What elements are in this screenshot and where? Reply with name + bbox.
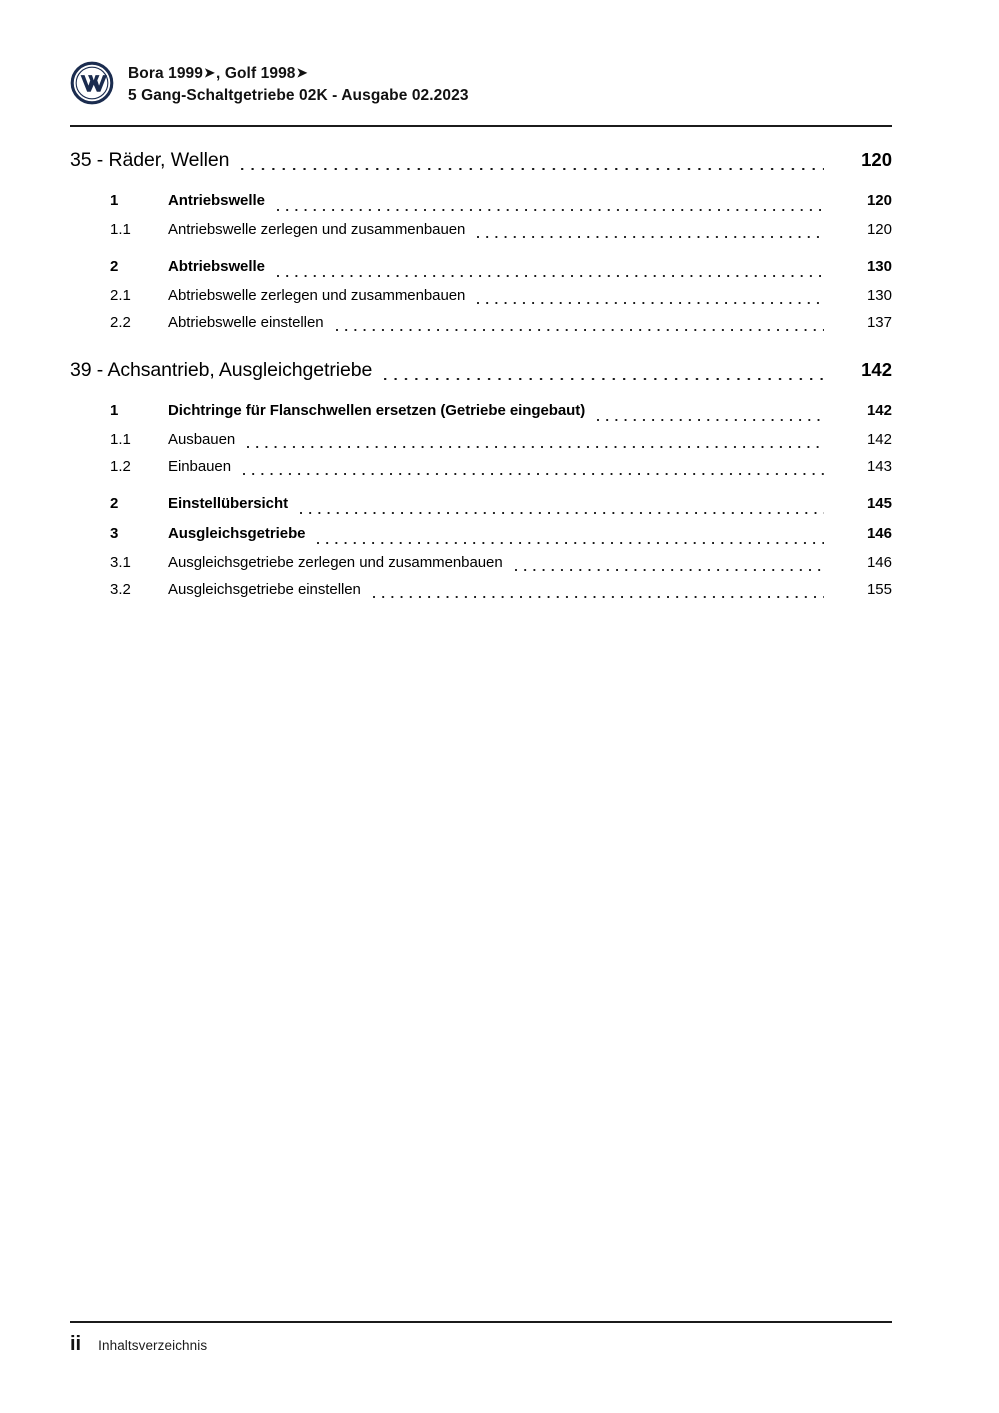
toc-entry-page: 146 (866, 554, 892, 571)
dot-leader (477, 293, 824, 309)
header-line-gearbox: 5 Gang-Schaltgetriebe 02K - Ausgabe 02.2023 (128, 87, 469, 104)
toc-entry[interactable] (70, 549, 892, 576)
toc-entry-page: 137 (866, 314, 892, 331)
toc-entry-number: 3.2 (110, 581, 131, 598)
toc-entry[interactable] (70, 396, 892, 426)
toc-entry-page: 120 (866, 192, 892, 209)
header-row (70, 60, 892, 107)
toc-entry-page: 155 (866, 581, 892, 598)
toc-entry-label: Einstellübersicht (168, 495, 289, 512)
toc-entry-label: Antriebswelle zerlegen und zusammenbauen (168, 221, 466, 238)
toc-entry-page: 146 (866, 525, 892, 542)
header-model-golf: , Golf 1998 (216, 65, 296, 82)
toc-heading-gap (70, 387, 892, 396)
toc-entry[interactable] (70, 519, 892, 549)
footer-section-label: Inhaltsverzeichnis (98, 1338, 208, 1353)
footer-divider (70, 1321, 892, 1323)
toc-entry-number: 3.1 (110, 554, 131, 571)
toc-entry[interactable] (70, 309, 892, 336)
dot-leader (384, 368, 824, 388)
arrow-right-icon-2: ➤ (296, 65, 308, 80)
toc-entry[interactable] (70, 489, 892, 519)
header-line-models (128, 63, 469, 85)
toc-entry-label: Ausgleichsgetriebe zerlegen und zusammenbauen (168, 554, 503, 571)
arrow-right-icon-1: ➤ (204, 65, 216, 80)
toc-entry-number: 2.1 (110, 287, 131, 304)
toc-entry-label: Ausgleichsgetriebe einstellen (168, 581, 361, 598)
toc-entry-label: Abtriebswelle (168, 258, 265, 275)
toc-section-title: 35 - Räder, Wellen (70, 149, 230, 171)
toc-entry-number: 3 (110, 525, 119, 542)
toc-entry-page: 143 (866, 458, 892, 475)
dot-leader (241, 158, 824, 178)
toc-entry-number: 1 (110, 192, 119, 209)
toc-heading-gap (70, 177, 892, 186)
vw-logo-icon (70, 61, 114, 105)
dot-leader (477, 227, 824, 243)
toc-section-heading[interactable] (70, 353, 892, 387)
toc-group-gap (70, 243, 892, 252)
page-header (70, 60, 892, 122)
toc-entry-label: Dichtringe für Flanschwellen ersetzen (Getriebe eingebaut) (168, 402, 586, 419)
toc-section-page: 120 (861, 149, 892, 170)
toc-section-title: 39 - Achsantrieb, Ausgleichgetriebe (70, 359, 373, 381)
toc-entry-number: 1.1 (110, 221, 131, 238)
toc-entry-number: 2 (110, 258, 119, 275)
toc-entry-number: 2 (110, 495, 119, 512)
dot-leader (277, 200, 824, 216)
toc-section-page: 142 (861, 359, 892, 380)
dot-leader (515, 560, 824, 576)
toc-entry-page: 130 (866, 287, 892, 304)
footer-page-number: ii (70, 1333, 82, 1355)
toc-entry-label: Abtriebswelle zerlegen und zusammenbauen (168, 287, 466, 304)
dot-leader (243, 464, 824, 480)
toc-entry-label: Einbauen (168, 458, 231, 475)
toc-entry-number: 1.1 (110, 431, 131, 448)
toc-entry[interactable] (70, 576, 892, 603)
toc-entry[interactable] (70, 282, 892, 309)
header-divider (70, 125, 892, 127)
toc-entry-number: 1.2 (110, 458, 131, 475)
toc-entry[interactable] (70, 426, 892, 453)
dot-leader (317, 533, 824, 549)
toc-entry-page: 130 (866, 258, 892, 275)
toc-entry-page: 142 (866, 402, 892, 419)
dot-leader (300, 503, 824, 519)
toc-entry[interactable] (70, 252, 892, 282)
dot-leader (597, 410, 824, 426)
toc-entry-page: 145 (866, 495, 892, 512)
toc-entry-number: 1 (110, 402, 119, 419)
dot-leader (247, 437, 824, 453)
toc-entry-label: Antriebswelle (168, 192, 265, 209)
header-title-block (128, 60, 469, 107)
toc-entry-page: 142 (866, 431, 892, 448)
toc-entry[interactable] (70, 216, 892, 243)
toc-entry-number: 2.2 (110, 314, 131, 331)
dot-leader (373, 587, 824, 603)
table-of-contents (70, 143, 892, 603)
dot-leader (277, 266, 824, 282)
toc-entry-page: 120 (866, 221, 892, 238)
toc-section (70, 353, 892, 603)
page-footer (70, 1333, 892, 1357)
toc-section-heading[interactable] (70, 143, 892, 177)
toc-entry-label: Ausgleichsgetriebe (168, 525, 306, 542)
toc-entry-label: Ausbauen (168, 431, 236, 448)
header-model-bora: Bora 1999 (128, 65, 204, 82)
toc-entry[interactable] (70, 186, 892, 216)
dot-leader (336, 320, 824, 336)
toc-group-gap (70, 480, 892, 489)
toc-section (70, 143, 892, 336)
toc-entry-label: Abtriebswelle einstellen (168, 314, 324, 331)
toc-entry[interactable] (70, 453, 892, 480)
toc-section-gap (70, 336, 892, 353)
